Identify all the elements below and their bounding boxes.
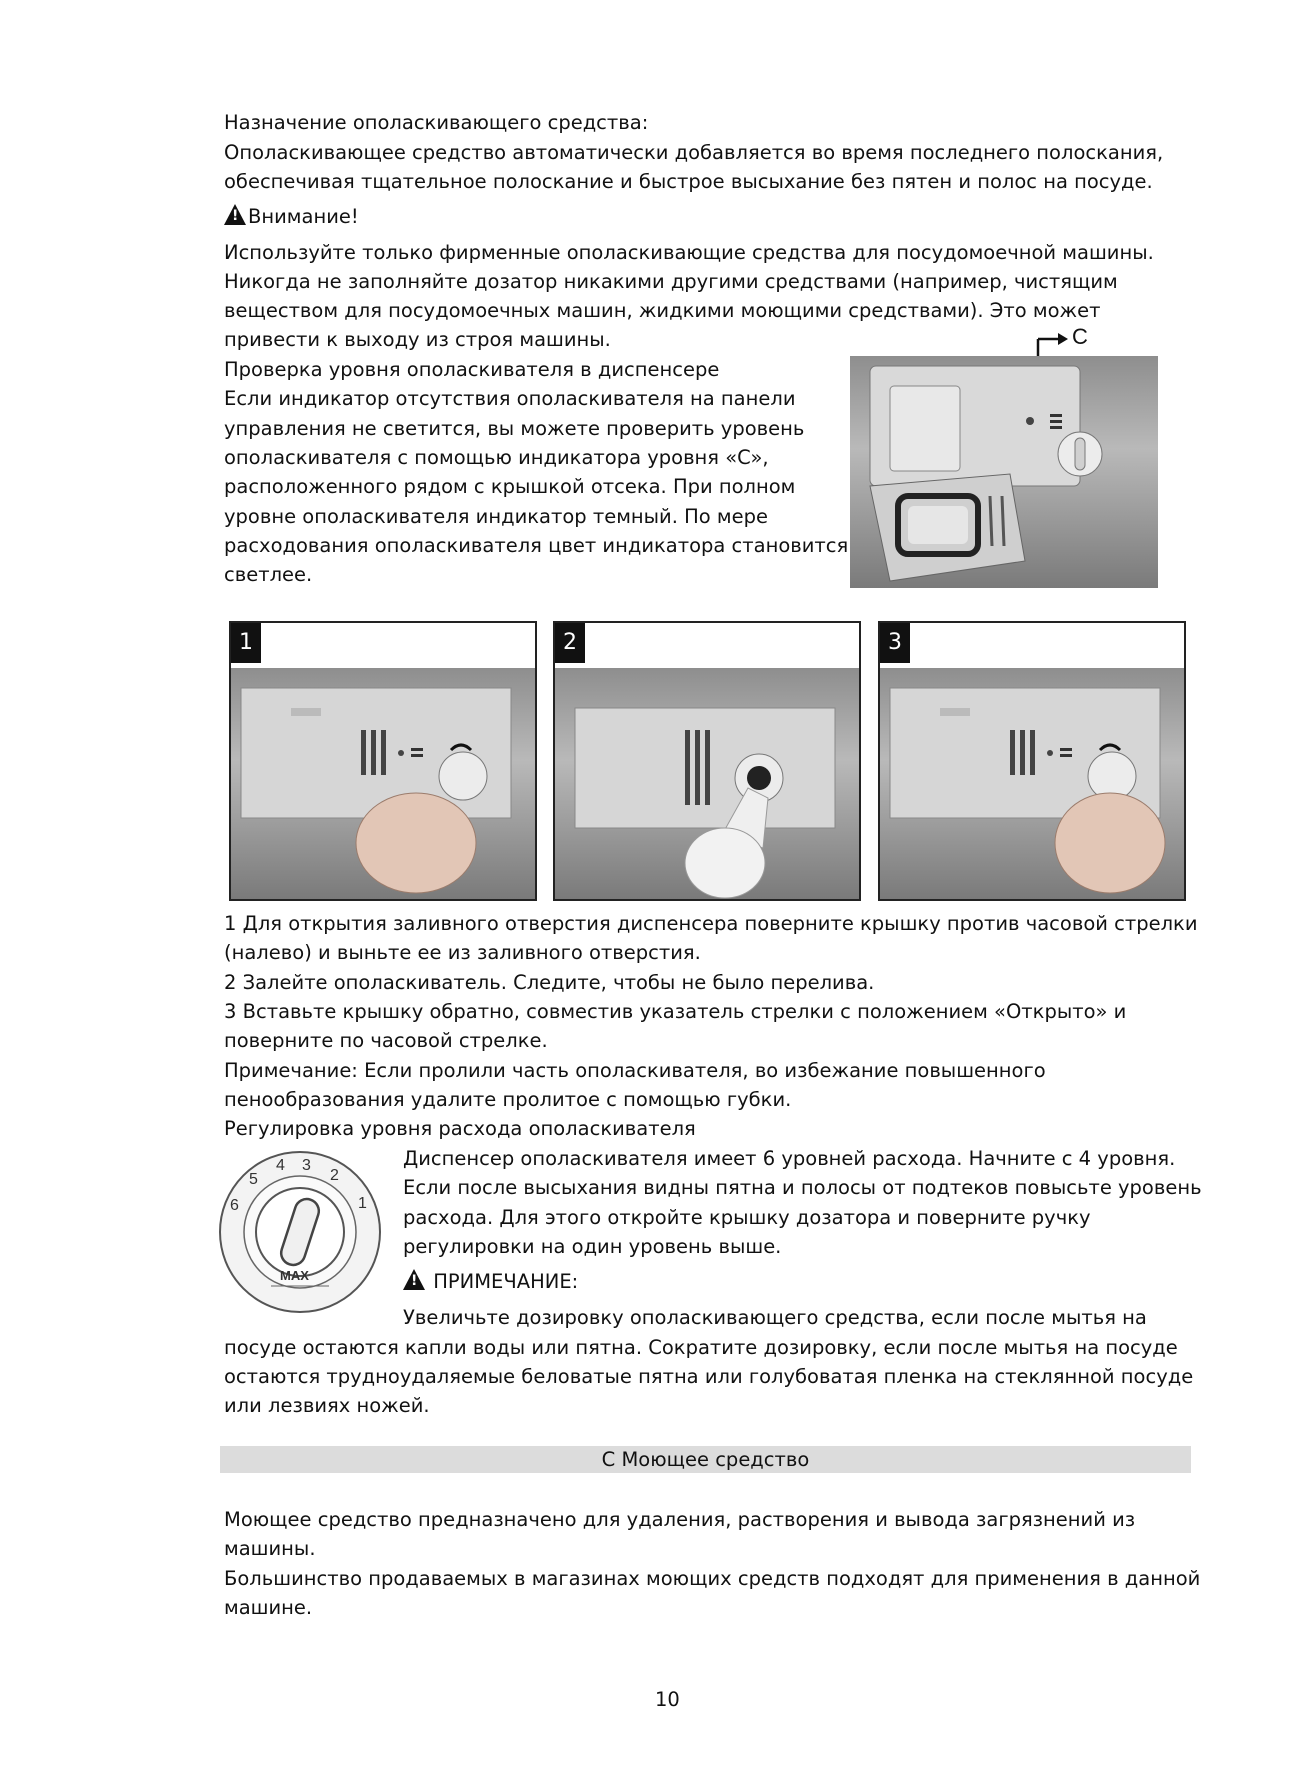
indicator-c-label: C [1072,324,1088,349]
warning-icon [224,204,246,225]
step-illustration [555,668,859,899]
text-line: расходования ополаскивателя цвет индикатора становится [224,534,849,557]
subheading-adjust-level: Регулировка уровня расхода ополаскивателя [224,1117,696,1140]
dispenser-photo [850,356,1158,588]
text-line: Ополаскивающее средство автоматически добавляется во время последнего полоскания, [224,141,1164,164]
text-line: Используйте только фирменные ополаскивающие средства для посудомоечной машины. [224,241,1154,264]
dosage-dial-illustration [216,1148,384,1316]
text-line: управления не светится, вы можете проверить уровень [224,417,805,440]
step-photo [231,668,535,899]
dial-level-6: 6 [230,1197,239,1214]
dial-level-4: 4 [276,1157,285,1174]
text-line: веществом для посудомоечных машин, жидкими моющими средствами). Это может [224,299,1101,322]
step-photo [555,668,859,899]
step-text-2: 2 Залейте ополаскиватель. Следите, чтобы не было перелива. [224,971,875,994]
text-line: машине. [224,1596,313,1619]
section-banner-detergent: С Моющее средство [220,1446,1191,1473]
text-line: ополаскивателя с помощью индикатора уровня «C», [224,446,769,469]
text-line: светлее. [224,563,313,586]
dial-icon [216,1148,384,1316]
dispenser-illustration [850,356,1158,588]
step-text-1: 1 Для открытия заливного отверстия диспенсера поверните крышку против часовой стрелки [224,912,1198,935]
text-line: Диспенсер ополаскивателя имеет 6 уровней расхода. Начните с 4 уровня. [403,1147,1176,1170]
step-panel-2 [553,621,861,901]
text-line: пенообразования удалите пролитое с помощью губки. [224,1088,792,1111]
note-label: ПРИМЕЧАНИЕ: [433,1270,579,1293]
step-photo [880,668,1184,899]
text-line: машины. [224,1537,316,1560]
section-title-rinse-aid-purpose: Назначение ополаскивающего средства: [224,111,649,134]
text-line: Большинство продаваемых в магазинах моющих средств подходят для применения в данной [224,1567,1201,1590]
text-line: посуде остаются капли воды или пятна. Сократите дозировку, если после мытья на посуде [224,1336,1178,1359]
subheading-check-level: Проверка уровня ополаскивателя в диспенсере [224,358,720,381]
text-line: расхода. Для этого откройте крышку дозатора и поверните ручку [403,1206,1091,1229]
dial-level-5: 5 [249,1171,258,1188]
note-text: Примечание: Если пролили часть ополаскивателя, во избежание повышенного [224,1059,1046,1082]
dial-level-2: 2 [330,1167,339,1184]
text-line: Моющее средство предназначено для удаления, растворения и вывода загрязнений из [224,1508,1136,1531]
step-illustration [231,668,535,899]
text-line: привести к выходу из строя машины. [224,328,611,351]
dial-level-1: 1 [358,1195,367,1212]
text-line: (налево) и выньте ее из заливного отверстия. [224,941,701,964]
step-panel-3 [878,621,1186,901]
step-panel-1 [229,621,537,901]
step-number: 3 [880,623,910,663]
text-line: расположенного рядом с крышкой отсека. При полном [224,475,796,498]
text-line: Никогда не заполняйте дозатор никакими другими средствами (например, чистящим [224,270,1118,293]
note-heading [403,1267,578,1296]
text-line: Если после высыхания видны пятна и полосы от подтеков повысьте уровень [403,1176,1202,1199]
text-line: остаются трудноудаляемые беловатые пятна или голубоватая пленка на стеклянной посуде [224,1365,1194,1388]
text-line: поверните по часовой стрелке. [224,1029,548,1052]
text-line: регулировки на один уровень выше. [403,1235,782,1258]
text-line: или лезвиях ножей. [224,1394,430,1417]
dial-max-label: MAX [280,1268,309,1283]
text-line: уровне ополаскивателя индикатор темный. По мере [224,505,769,528]
warning-label: Внимание! [248,205,359,228]
step-text-3: 3 Вставьте крышку обратно, совместив указатель стрелки с положением «Открыто» и [224,1000,1127,1023]
text-line: Увеличьте дозировку ополаскивающего средства, если после мытья на [403,1306,1147,1329]
page-number: 10 [655,1688,680,1711]
warning-heading [224,202,359,231]
text-line: Если индикатор отсутствия ополаскивателя на панели [224,387,796,410]
text-line: обеспечивая тщательное полоскание и быстрое высыхание без пятен и полос на посуде. [224,170,1153,193]
step-illustration [880,668,1184,899]
step-number: 2 [555,623,585,663]
dial-level-3: 3 [302,1157,311,1174]
warning-icon [403,1269,425,1290]
step-number: 1 [231,623,261,663]
